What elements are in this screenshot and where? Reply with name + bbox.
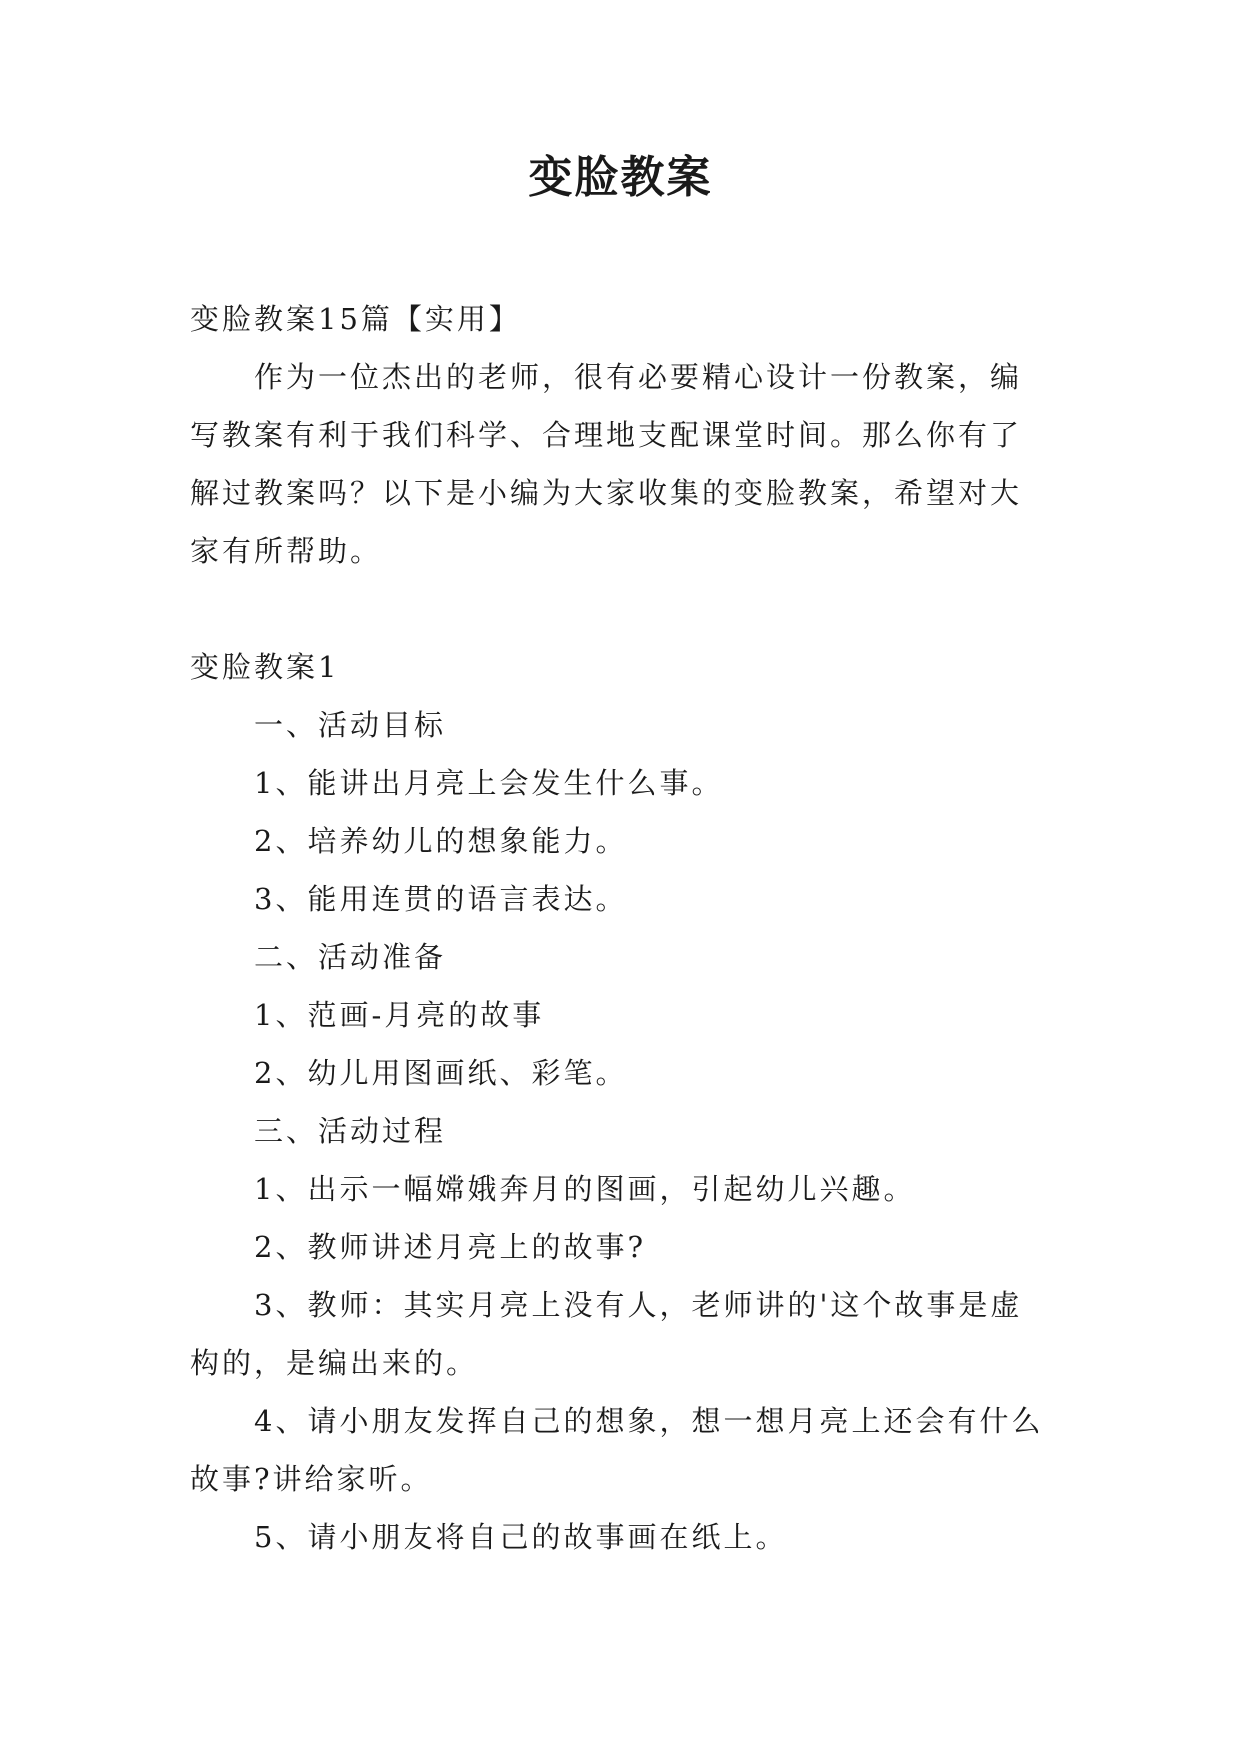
section-heading-preparation: 二、活动准备	[254, 940, 447, 974]
document-subtitle: 变脸教案15篇【实用】	[190, 302, 521, 336]
section-heading-process: 三、活动过程	[254, 1114, 447, 1148]
section-heading-goals: 一、活动目标	[254, 708, 447, 742]
list-item: 3、能用连贯的语言表达。	[254, 882, 628, 916]
intro-paragraph: 作为一位杰出的老师，很有必要精心设计一份教案，编写教案有利于我们科学、合理地支配课堂时间。那么你有了解过教案吗？以下是小编为大家收集的变脸教案，希望对大家有所帮助。	[190, 360, 1023, 568]
list-item: 1、范画-月亮的故事	[254, 998, 545, 1032]
section-title: 变脸教案1	[190, 650, 340, 684]
document-title: 变脸教案	[528, 152, 713, 203]
list-item: 1、出示一幅嫦娥奔月的图画，引起幼儿兴趣。	[254, 1172, 916, 1206]
document-body	[190, 290, 1052, 1566]
list-item: 5、请小朋友将自己的故事画在纸上。	[254, 1520, 788, 1554]
list-item: 2、培养幼儿的想象能力。	[254, 824, 628, 858]
paragraph-spacer	[190, 580, 1052, 638]
list-item: 1、能讲出月亮上会发生什么事。	[254, 766, 724, 800]
list-item: 2、幼儿用图画纸、彩笔。	[254, 1056, 628, 1090]
list-item: 4、请小朋友发挥自己的想象，想一想月亮上还会有什么故事?讲给家听。	[190, 1404, 1044, 1496]
list-item: 3、教师：其实月亮上没有人，老师讲的'这个故事是虚构的，是编出来的。	[190, 1288, 1023, 1380]
list-item: 2、教师讲述月亮上的故事?	[254, 1230, 646, 1264]
